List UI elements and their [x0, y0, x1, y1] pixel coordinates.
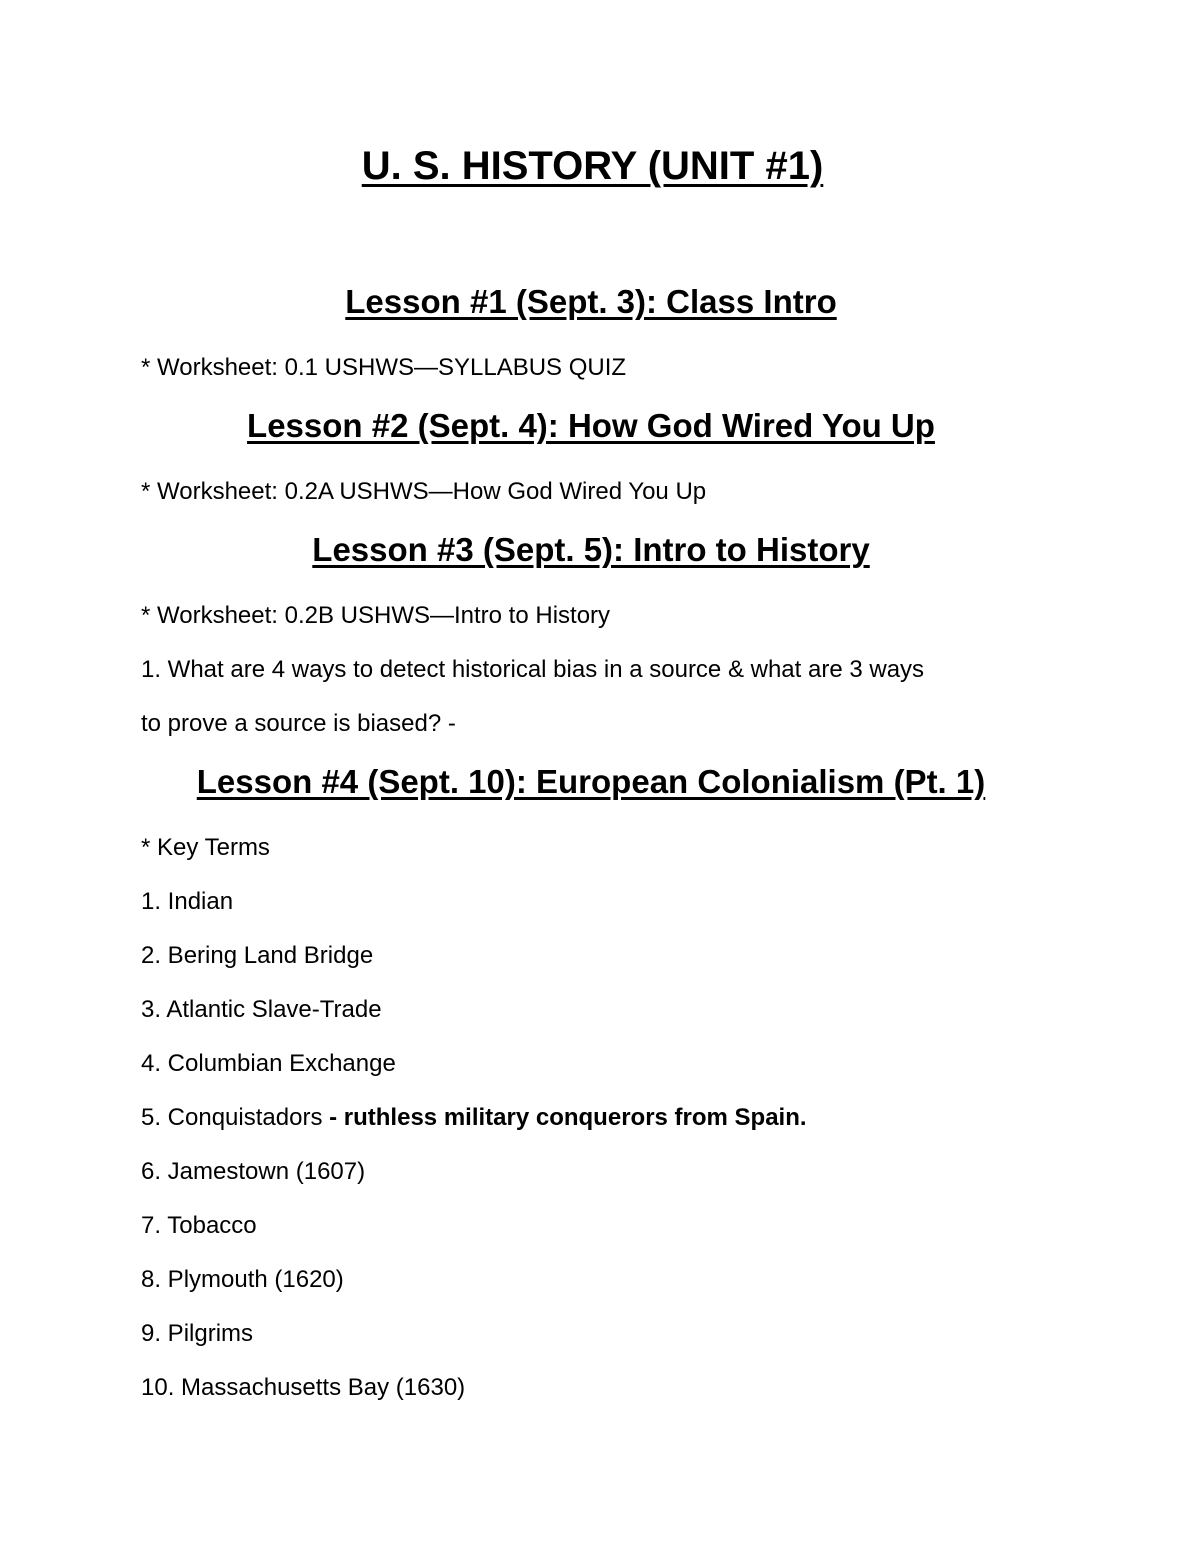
key-term-item: 10. Massachusetts Bay (1630) — [141, 1374, 466, 1401]
lesson-3-heading: Lesson #3 (Sept. 5): Intro to History — [312, 531, 870, 568]
key-term-item: 7. Tobacco — [141, 1212, 257, 1239]
key-term-item: 4. Columbian Exchange — [141, 1050, 396, 1077]
key-term-item: 5. Conquistadors - ruthless military conquerors from Spain. — [141, 1104, 807, 1131]
key-term-definition: - ruthless military conquerors from Spain. — [322, 1104, 807, 1131]
lesson-2-worksheet: * Worksheet: 0.2A USHWS—How God Wired You Up — [141, 478, 707, 505]
key-term-item: 9. Pilgrims — [141, 1320, 254, 1347]
lesson-1-worksheet: * Worksheet: 0.1 USHWS—SYLLABUS QUIZ — [141, 354, 627, 381]
key-term-item: 3. Atlantic Slave-Trade — [141, 996, 382, 1023]
key-term-item: 8. Plymouth (1620) — [141, 1266, 344, 1293]
document-title: U. S. HISTORY (UNIT #1) — [361, 144, 824, 188]
key-terms-label: * Key Terms — [141, 834, 270, 861]
lesson-3-worksheet: * Worksheet: 0.2B USHWS—Intro to History — [141, 602, 611, 629]
key-term-item: 1. Indian — [141, 888, 234, 915]
key-term-item: 2. Bering Land Bridge — [141, 942, 374, 969]
lesson-3-question-line-1: 1. What are 4 ways to detect historical bias in a source & what are 3 ways — [141, 656, 925, 683]
lesson-4-heading: Lesson #4 (Sept. 10): European Colonialism (Pt. 1) — [196, 763, 986, 800]
lesson-3-question-line-2: to prove a source is biased? - — [141, 710, 456, 737]
lesson-2-heading: Lesson #2 (Sept. 4): How God Wired You Up — [247, 407, 935, 444]
key-term-item: 6. Jamestown (1607) — [141, 1158, 366, 1185]
lesson-1-heading: Lesson #1 (Sept. 3): Class Intro — [345, 283, 837, 320]
